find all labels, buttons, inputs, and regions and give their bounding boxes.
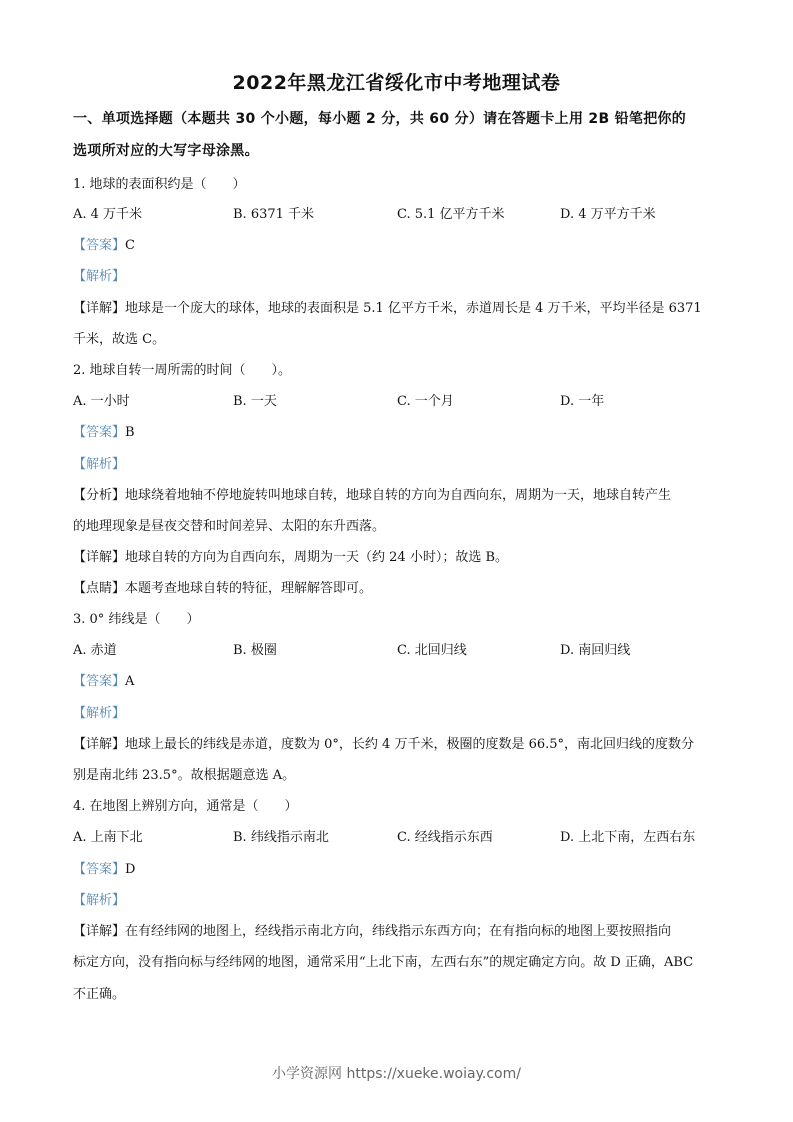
detail-text: 地球是一个庞大的球体，地球的表面积是 5.1 亿平方千米，赤道周长是 4 万千米，平均半径是 6371 (125, 301, 702, 316)
q1-option-c: C. 5.1 亿平方千米 (397, 207, 505, 222)
q2-analysis-label (73, 453, 125, 472)
detail-label: 【详解】 (73, 737, 126, 752)
q2-fenxi-line-2: 的地理现象是昼夜交替和时间差异、太阳的东升西落。 (73, 519, 386, 534)
q1-detail-line-1 (73, 297, 702, 316)
q2-option-a: A. 一小时 (73, 394, 130, 409)
q2-detail-line-1 (73, 546, 508, 565)
detail-label: 【详解】 (73, 924, 126, 939)
answer-label: 【答案】 (73, 862, 126, 877)
q1-answer (73, 234, 135, 253)
detail-label: 【详解】 (73, 301, 126, 316)
q4-detail-line-3: 不正确。 (73, 987, 126, 1002)
q3-detail-line-2: 别是南北纬 23.5°。故根据题意选 A。 (73, 768, 296, 783)
q3-option-b: B. 极圈 (233, 643, 277, 658)
answer-label: 【答案】 (73, 425, 126, 440)
answer-value: C (125, 238, 135, 253)
detail-label: 【详解】 (73, 550, 126, 565)
q1-option-d: D. 4 万平方千米 (560, 207, 656, 222)
q4-option-b: B. 纬线指示南北 (233, 830, 329, 845)
footer-watermark: 小学资源网 https://xueke.woiay.com/ (272, 1066, 521, 1082)
q1-option-b: B. 6371 千米 (233, 207, 315, 222)
q3-detail-line-1 (73, 733, 694, 752)
page-title: 2022年黑龙江省绥化市中考地理试卷 (232, 72, 561, 94)
section-header-line-2: 选项所对应的大写字母涂黑。 (73, 143, 259, 159)
analysis-label: 【解析】 (73, 706, 126, 721)
q4-option-a: A. 上南下北 (73, 830, 143, 845)
q1-option-a: A. 4 万千米 (73, 207, 143, 222)
q1-analysis-label (73, 265, 125, 284)
dianjing-label: 【点睛】 (73, 581, 126, 596)
q2-answer (73, 421, 135, 440)
q4-answer (73, 858, 135, 877)
answer-value: A (125, 674, 135, 689)
fenxi-label: 【分析】 (73, 488, 126, 503)
detail-text: 地球上最长的纬线是赤道，度数为 0°，长约 4 万千米，极圈的度数是 66.5°，南北回归线的度数分 (125, 737, 695, 752)
fenxi-text: 地球绕着地轴不停地旋转叫地球自转，地球自转的方向为自西向东，周期为一天，地球自转产生 (125, 488, 672, 503)
q2-option-c: C. 一个月 (397, 394, 454, 409)
q2-option-b: B. 一天 (233, 394, 277, 409)
q3-answer (73, 670, 134, 689)
q3-option-d: D. 南回归线 (560, 643, 631, 658)
q3-option-c: C. 北回归线 (397, 643, 467, 658)
question-3-stem: 3. 0° 纬线是（ ） (73, 612, 200, 627)
q1-detail-line-2: 千米，故选 C。 (73, 332, 166, 347)
section-header-line-1: 一、单项选择题（本题共 30 个小题，每小题 2 分，共 60 分）请在答题卡上用 2B 铅笔把你的 (73, 111, 687, 127)
q2-dianjing-line-1 (73, 577, 372, 596)
q2-fenxi-line-1 (73, 484, 671, 503)
q4-detail-line-2: 标定方向，没有指向标与经纬网的地图，通常采用“上北下南，左西右东”的规定确定方向。故 D 正确，ABC (73, 955, 694, 970)
analysis-label: 【解析】 (73, 893, 126, 908)
analysis-label: 【解析】 (73, 457, 126, 472)
answer-label: 【答案】 (73, 238, 126, 253)
q4-analysis-label (73, 889, 125, 908)
answer-label: 【答案】 (73, 674, 126, 689)
answer-value: B (125, 425, 135, 440)
question-2-stem: 2. 地球自转一周所需的时间（ ）。 (73, 363, 292, 378)
q4-detail-line-1 (73, 920, 671, 939)
analysis-label: 【解析】 (73, 269, 126, 284)
detail-text: 地球自转的方向为自西向东，周期为一天（约 24 小时）；故选 B。 (125, 550, 509, 565)
q2-option-d: D. 一年 (560, 394, 605, 409)
q3-option-a: A. 赤道 (73, 643, 117, 658)
question-4-stem: 4. 在地图上辨别方向，通常是（ ） (73, 799, 298, 814)
detail-text: 在有经纬网的地图上，经线指示南北方向，纬线指示东西方向；在有指向标的地图上要按照指向 (125, 924, 672, 939)
dianjing-text: 本题考查地球自转的特征，理解解答即可。 (125, 581, 373, 596)
question-1-stem: 1. 地球的表面积约是（ ） (73, 177, 246, 192)
q4-option-c: C. 经线指示东西 (397, 830, 493, 845)
answer-value: D (125, 862, 136, 877)
q4-option-d: D. 上北下南，左西右东 (560, 830, 696, 845)
q3-analysis-label (73, 702, 125, 721)
